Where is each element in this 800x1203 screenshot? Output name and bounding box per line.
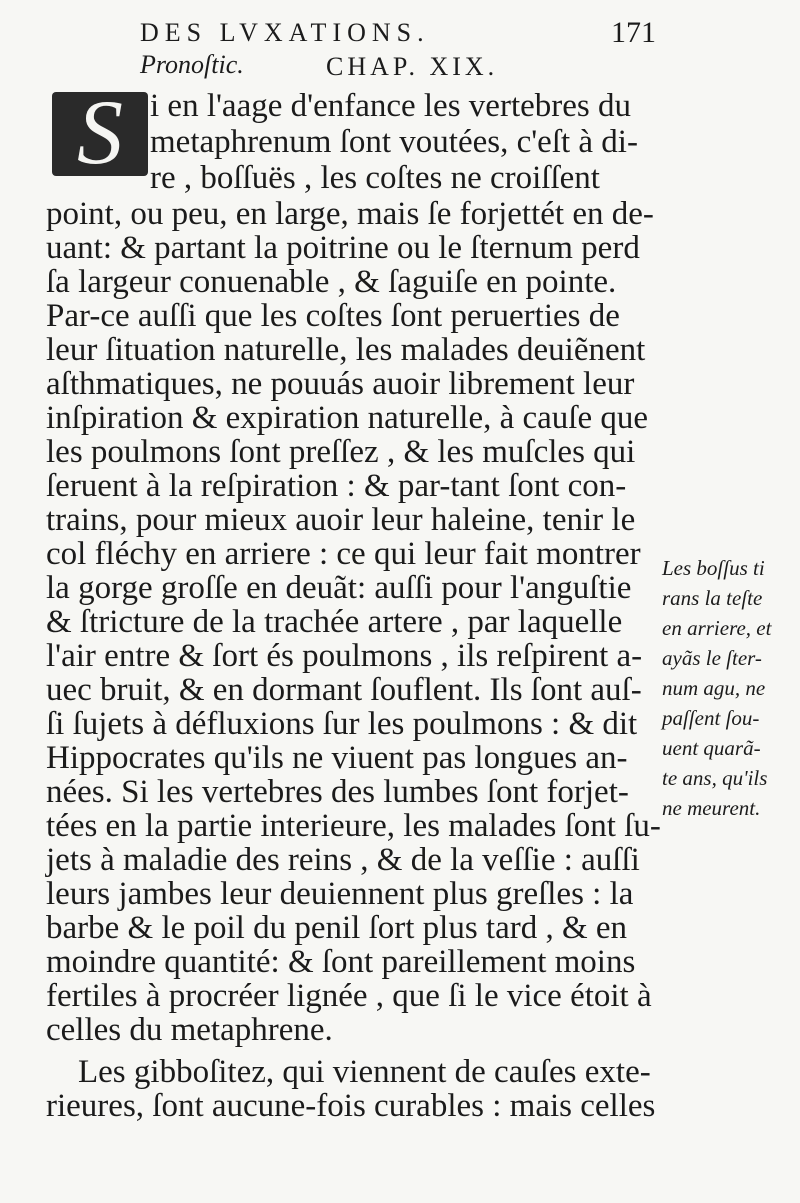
running-head [140, 14, 780, 54]
text-line: ſeruent à la reſpiration : & par-tant ſont con- [46, 468, 627, 504]
text-line: re , boſſuës , les coſtes ne croiſſent [150, 160, 600, 196]
margin-note-line: ne meurent. [662, 796, 761, 820]
text-line: & ſtricture de la trachée artere , par laquelle [46, 604, 623, 640]
chapter-number: CHAP. XIX. [326, 52, 499, 81]
margin-note-line: te ans, qu'ils [662, 766, 768, 790]
initial-letter: S [77, 81, 123, 183]
page-number: 171 [611, 16, 656, 49]
ornamental-initial [52, 81, 148, 183]
text-line: la gorge groſſe en deuãt: auſſi pour l'anguſtie [46, 570, 632, 606]
margin-note-line: paſſent ſou- [662, 706, 760, 730]
margin-note-line: rans la teſte [662, 586, 763, 610]
text-line: les poulmons ſont preſſez , & les muſcles qui [46, 434, 636, 470]
text-line: col fléchy en arriere : ce qui leur fait montrer [46, 536, 641, 572]
text-line: uec bruit, & en dormant ſouflent. Ils ſont auſ- [46, 672, 642, 708]
sub-heading [140, 50, 700, 84]
margin-note-line: Les boſſus ti [662, 556, 765, 580]
text-line: uant: & partant la poitrine ou le ſternum perd [46, 230, 640, 266]
margin-note-line: uent quarã- [662, 736, 761, 760]
text-line: l'air entre & ſort és poulmons , ils reſpirent a- [46, 638, 643, 674]
text-line: barbe & le poil du penil ſort plus tard , & en [46, 910, 628, 946]
text-line: Hippocrates qu'ils ne viuent pas longues an- [46, 740, 628, 776]
text-line: aſthmatiques, ne pouuás auoir librement leur [46, 366, 635, 402]
text-line: i en l'aage d'enfance les vertebres du [150, 88, 631, 124]
section-label: Pronoſtic. [140, 50, 244, 79]
text-line: Par-ce auſſi que les coſtes ſont peruerties de [46, 298, 620, 334]
text-line: ſa largeur conuenable , & ſaguiſe en pointe. [46, 264, 617, 300]
text-line: rieures, ſont aucune-fois curables : mais celles [46, 1088, 656, 1124]
text-line: fertiles à procréer lignée , que ſi le vice étoit à [46, 978, 652, 1014]
text-line: leurs jambes leur deuiennent plus greſles : la [46, 876, 634, 912]
text-line: tées en la partie interieure, les malades ſont ſu- [46, 808, 661, 844]
text-line: nées. Si les vertebres des lumbes ſont forjet- [46, 774, 629, 810]
running-head-title: DES LVXATIONS. [140, 18, 430, 47]
text-line: Les gibboſitez, qui viennent de cauſes exte- [78, 1054, 651, 1090]
text-line: jets à maladie des reins , & de la veſſie : auſſi [46, 842, 640, 878]
text-line: trains, pour mieux auoir leur haleine, tenir le [46, 502, 636, 538]
text-line: ſi ſujets à défluxions ſur les poulmons : & dit [46, 706, 638, 742]
text-line: leur ſituation naturelle, les malades deuiẽnent [46, 332, 646, 368]
text-line: celles du metaphrene. [46, 1012, 333, 1048]
text-line: metaphrenum ſont voutées, c'eſt à di- [150, 124, 638, 160]
text-line: point, ou peu, en large, mais ſe forjettét en de- [46, 196, 654, 232]
text-line: inſpiration & expiration naturelle, à cauſe que [46, 400, 649, 436]
margin-note-line: ayãs le ſter- [662, 646, 762, 670]
margin-note-line: en arriere, et [662, 616, 772, 640]
text-line: moindre quantité: & ſont pareillement moins [46, 944, 636, 980]
margin-note-line: num agu, ne [662, 676, 766, 700]
